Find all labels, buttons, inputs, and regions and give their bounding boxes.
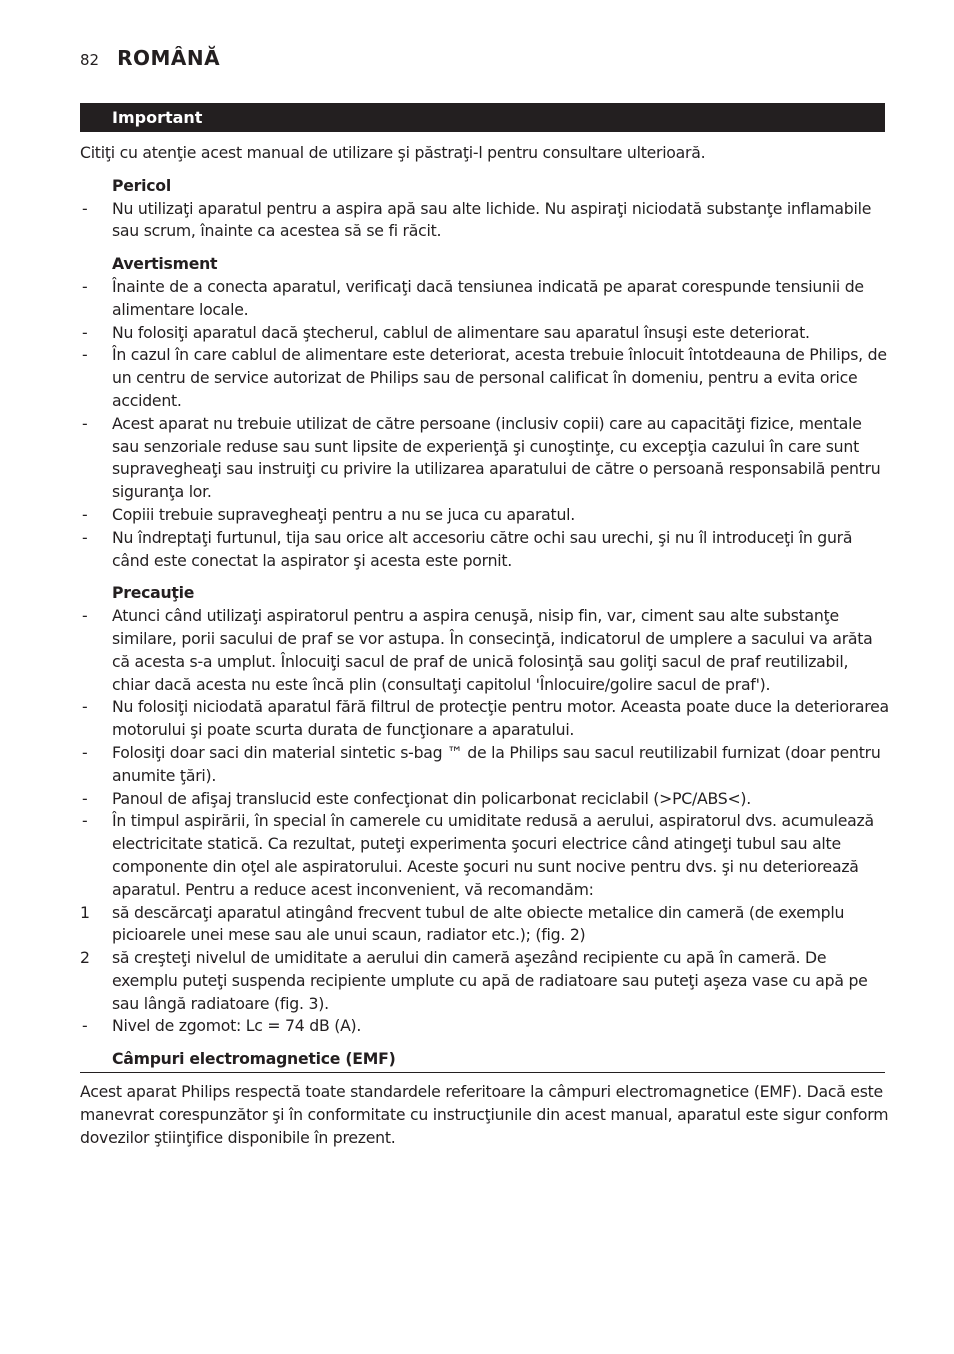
emf-paragraph: Acest aparat Philips respectă toate standardele referitoare la câmpuri electromagnetice (EMF). Dacă este manevrat corespunzător şi în conformitate cu instrucţiunile din acest manual, aparatul este sigur conform dovezilor ştiinţifice disponibile în prezent. (80, 1082, 889, 1147)
numbered-item-text: să creşteţi nivelul de umiditate a aerului din cameră aşezând recipiente cu apă în cameră. De exemplu puteţi suspenda recipiente umplute cu apă de radiatoare sau puteţi aşeza vase cu apă pe sau lângă radiatoare (fig. 3). (112, 948, 868, 1013)
dash-marker: - (82, 606, 88, 626)
list-item (80, 605, 890, 696)
dash-marker: - (82, 527, 88, 547)
list-item-text: Nivel de zgomot: Lc = 74 dB (A). (112, 1016, 362, 1036)
page-number: 82 (80, 51, 100, 69)
avertisment-heading: Avertisment (112, 254, 218, 274)
list-item (80, 1015, 890, 1038)
list-item (80, 788, 890, 811)
dash-marker: - (82, 413, 88, 433)
list-item-text: Atunci când utilizaţi aspiratorul pentru a aspira cenuşă, nisip fin, var, ciment sau alte substanţe similare, porii sacului de praf se vor astupa. În consecinţă, indicatorul de umplere a sacului va arăta că acesta s-a umplut. Înlocuiţi sacul de praf de unică folosinţă sau goliţi sacul de praf reutilizabil, chiar dacă acesta nu este încă plin (consultaţi capitolul 'Înlocuire/golire sacul de praf'). (112, 606, 873, 694)
page-header (80, 46, 220, 70)
pericol-heading: Pericol (112, 175, 171, 195)
step-number: 1 (80, 902, 90, 922)
list-item-text: Copiii trebuie supravegheaţi pentru a nu se juca cu aparatul. (112, 504, 575, 524)
list-item (80, 276, 890, 322)
emf-section (80, 1048, 890, 1149)
dash-marker: - (82, 504, 88, 524)
numbered-item (80, 902, 890, 948)
list-item (80, 344, 890, 412)
dash-marker: - (82, 322, 88, 342)
dash-marker: - (82, 788, 88, 808)
list-item (80, 413, 890, 504)
list-item-text: Înainte de a conecta aparatul, verificaţi dacă tensiunea indicată pe aparat corespunde tensiunii de alimentare locale. (112, 276, 864, 319)
list-item-text: Nu folosiţi niciodată aparatul fără filtrul de protecţie pentru motor. Aceasta poate duce la deteriorarea motorului şi poate scurta durata de funcţionare a aparatului. (112, 697, 889, 740)
numbered-item (80, 947, 890, 1015)
intro-paragraph: Citiţi cu atenţie acest manual de utilizare şi păstraţi-l pentru consultare ulterioară. (80, 143, 706, 162)
numbered-item-text: să descărcaţi aparatul atingând frecvent tubul de alte obiecte metalice din cameră (de exemplu picioarele unei mese sau ale unui scaun, radiator etc.); (fig. 2) (112, 902, 845, 945)
precautie-section (80, 582, 890, 1038)
list-item-text: În cazul în care cablul de alimentare este deteriorat, acesta trebuie înlocuit întotdeauna de Philips, de un centru de service autorizat de Philips sau de personal calificat în domeniu, pentru a evita orice accident. (112, 345, 887, 410)
dash-marker: - (82, 742, 88, 762)
step-number: 2 (80, 948, 90, 968)
dash-marker: - (82, 276, 88, 296)
list-item (80, 696, 890, 742)
emf-heading: Câmpuri electromagnetice (EMF) (112, 1049, 396, 1069)
list-item (80, 198, 890, 244)
dash-marker: - (82, 1016, 88, 1036)
list-item-text: Nu îndreptaţi furtunul, tija sau orice alt accesoriu către ochi sau urechi, şi nu îl introduceţi în gură când este conectat la aspirator şi acesta este pornit. (112, 527, 853, 570)
pericol-section (80, 175, 890, 243)
list-item (80, 504, 890, 527)
list-item-text: Nu folosiţi aparatul dacă ştecherul, cablul de alimentare sau aparatul însuşi este deteriorat. (112, 322, 810, 342)
list-item (80, 322, 890, 345)
list-item (80, 742, 890, 788)
dash-marker: - (82, 697, 88, 717)
section-divider (80, 1072, 885, 1073)
list-item-text: În timpul aspirării, în special în camerele cu umiditate redusă a aerului, aspiratorul dvs. acumulează electricitate statică. Ca rezultat, puteţi experimenta şocuri electrice când atingeţi tubul sau alte componente din oţel ale aspiratorului. Aceste şocuri nu sunt nocive pentru dvs. şi nu deteriorează aparatul. Pentru a reduce acest inconvenient, vă recomandăm: (112, 811, 874, 899)
avertisment-section (80, 253, 890, 572)
precautie-heading: Precauţie (112, 583, 195, 603)
list-item (80, 527, 890, 573)
dash-marker: - (82, 811, 88, 831)
list-item-text: Panoul de afişaj translucid este confecţionat din policarbonat reciclabil (>PC/ABS<). (112, 788, 751, 808)
dash-marker: - (82, 198, 88, 218)
list-item-text: Acest aparat nu trebuie utilizat de către persoane (inclusiv copii) care au capacităţi fizice, mentale sau senzoriale reduse sau sunt lipsite de experienţă şi cunoştinţe, cu excepţia cazului în care sunt supravegheaţi sau instruiţi cu privire la utilizarea aparatului de către o persoană responsabilă pentru siguranţa lor. (112, 413, 881, 502)
section-title-bar: Important (80, 103, 885, 132)
list-item-text: Folosiţi doar saci din material sintetic s-bag ™ de la Philips sau sacul reutilizabil furnizat (doar pentru anumite ţări). (112, 742, 881, 785)
page-language-title: ROMÂNĂ (117, 46, 221, 70)
list-item (80, 810, 890, 901)
manual-content (80, 142, 890, 1159)
list-item-text: Nu utilizaţi aparatul pentru a aspira apă sau alte lichide. Nu aspiraţi niciodată substanţe inflamabile sau scrum, înainte ca acestea să se fi răcit. (112, 198, 872, 241)
dash-marker: - (82, 345, 88, 365)
